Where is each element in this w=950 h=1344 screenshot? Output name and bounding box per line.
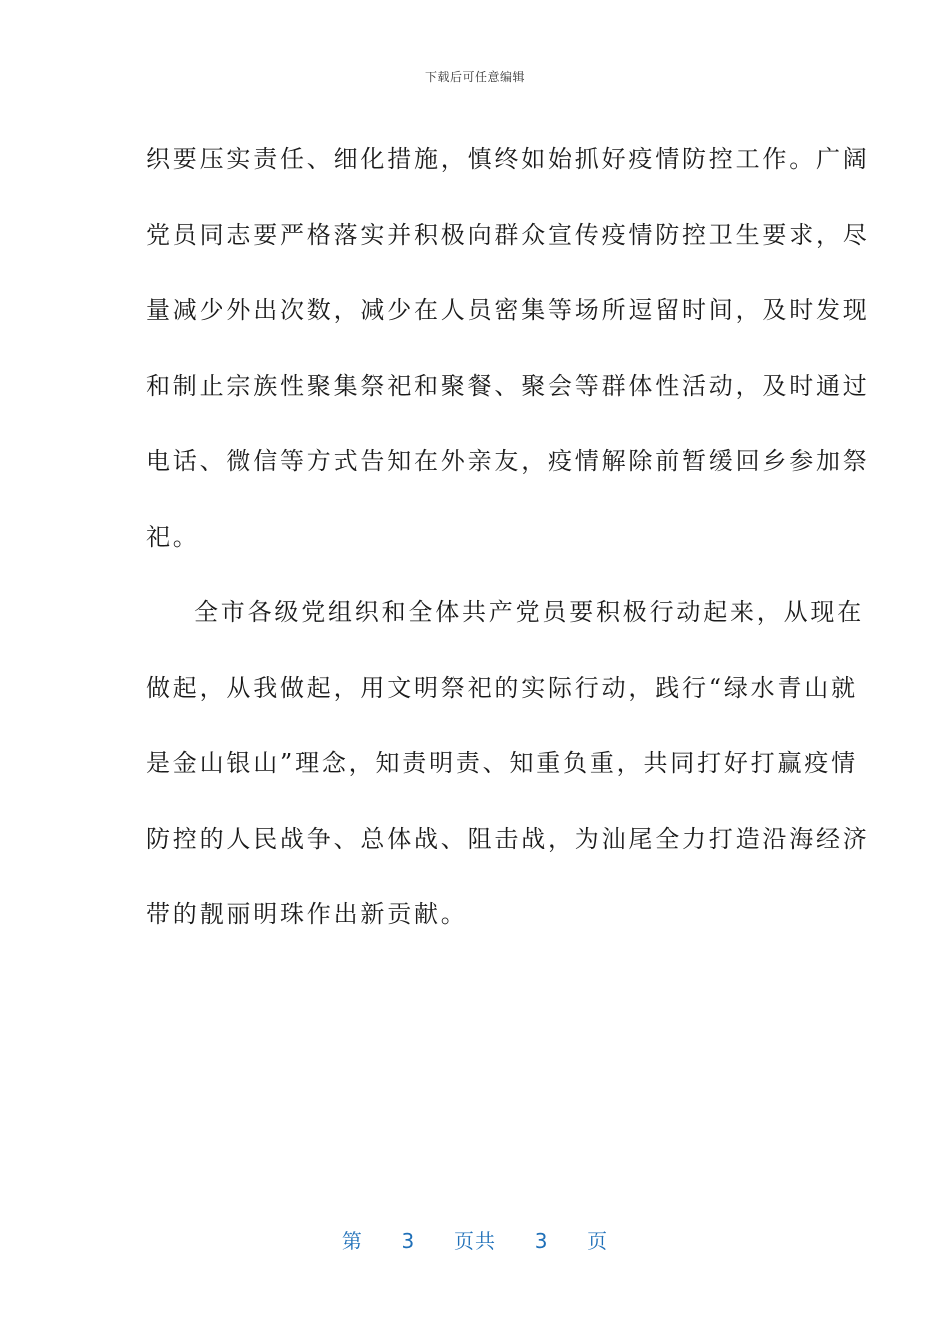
page-footer [0,1225,950,1254]
page-header [0,68,950,85]
header-text: 下载后可任意编辑 [424,70,525,84]
footer-total-pages: 3 [534,1229,549,1253]
text-line: 做起，从我做起，用文明祭祀的实际行动，践行“绿水青山就 [146,673,858,702]
text-line: 党员同志要严格落实并积极向群众宣传疫情防控卫生要求，尽 [146,220,870,249]
footer-label-end: 页 [587,1229,609,1253]
text-line: 全市各级党组织和全体共产党员要积极行动起来，从现在 [194,598,864,626]
footer-current-page: 3 [401,1229,416,1253]
text-line: 带的靓丽明珠作出新贡献。 [146,900,468,928]
text-line: 量减少外出次数，减少在人员密集等场所逗留时间，及时发现 [146,296,870,324]
footer-label-of: 页共 [454,1229,496,1253]
text-line: 织要压实责任、细化措施，慎终如始抓好疫情防控工作。广阔 [146,145,870,173]
footer-label-page: 第 [341,1229,363,1253]
text-line: 祀。 [146,522,200,551]
text-line: 是金山银山”理念，知责明责、知重负重，共同打好打赢疫情 [146,749,858,777]
paragraph-1 [146,122,870,575]
text-line: 电话、微信等方式告知在外亲友，疫情解除前暂缓回乡参加祭 [146,447,870,475]
document-body [146,122,870,953]
paragraph-2 [146,575,870,953]
text-line: 和制止宗族性聚集祭祀和聚餐、聚会等群体性活动，及时通过 [146,371,870,400]
text-line: 防控的人民战争、总体战、阻击战，为汕尾全力打造沿海经济 [146,824,870,853]
